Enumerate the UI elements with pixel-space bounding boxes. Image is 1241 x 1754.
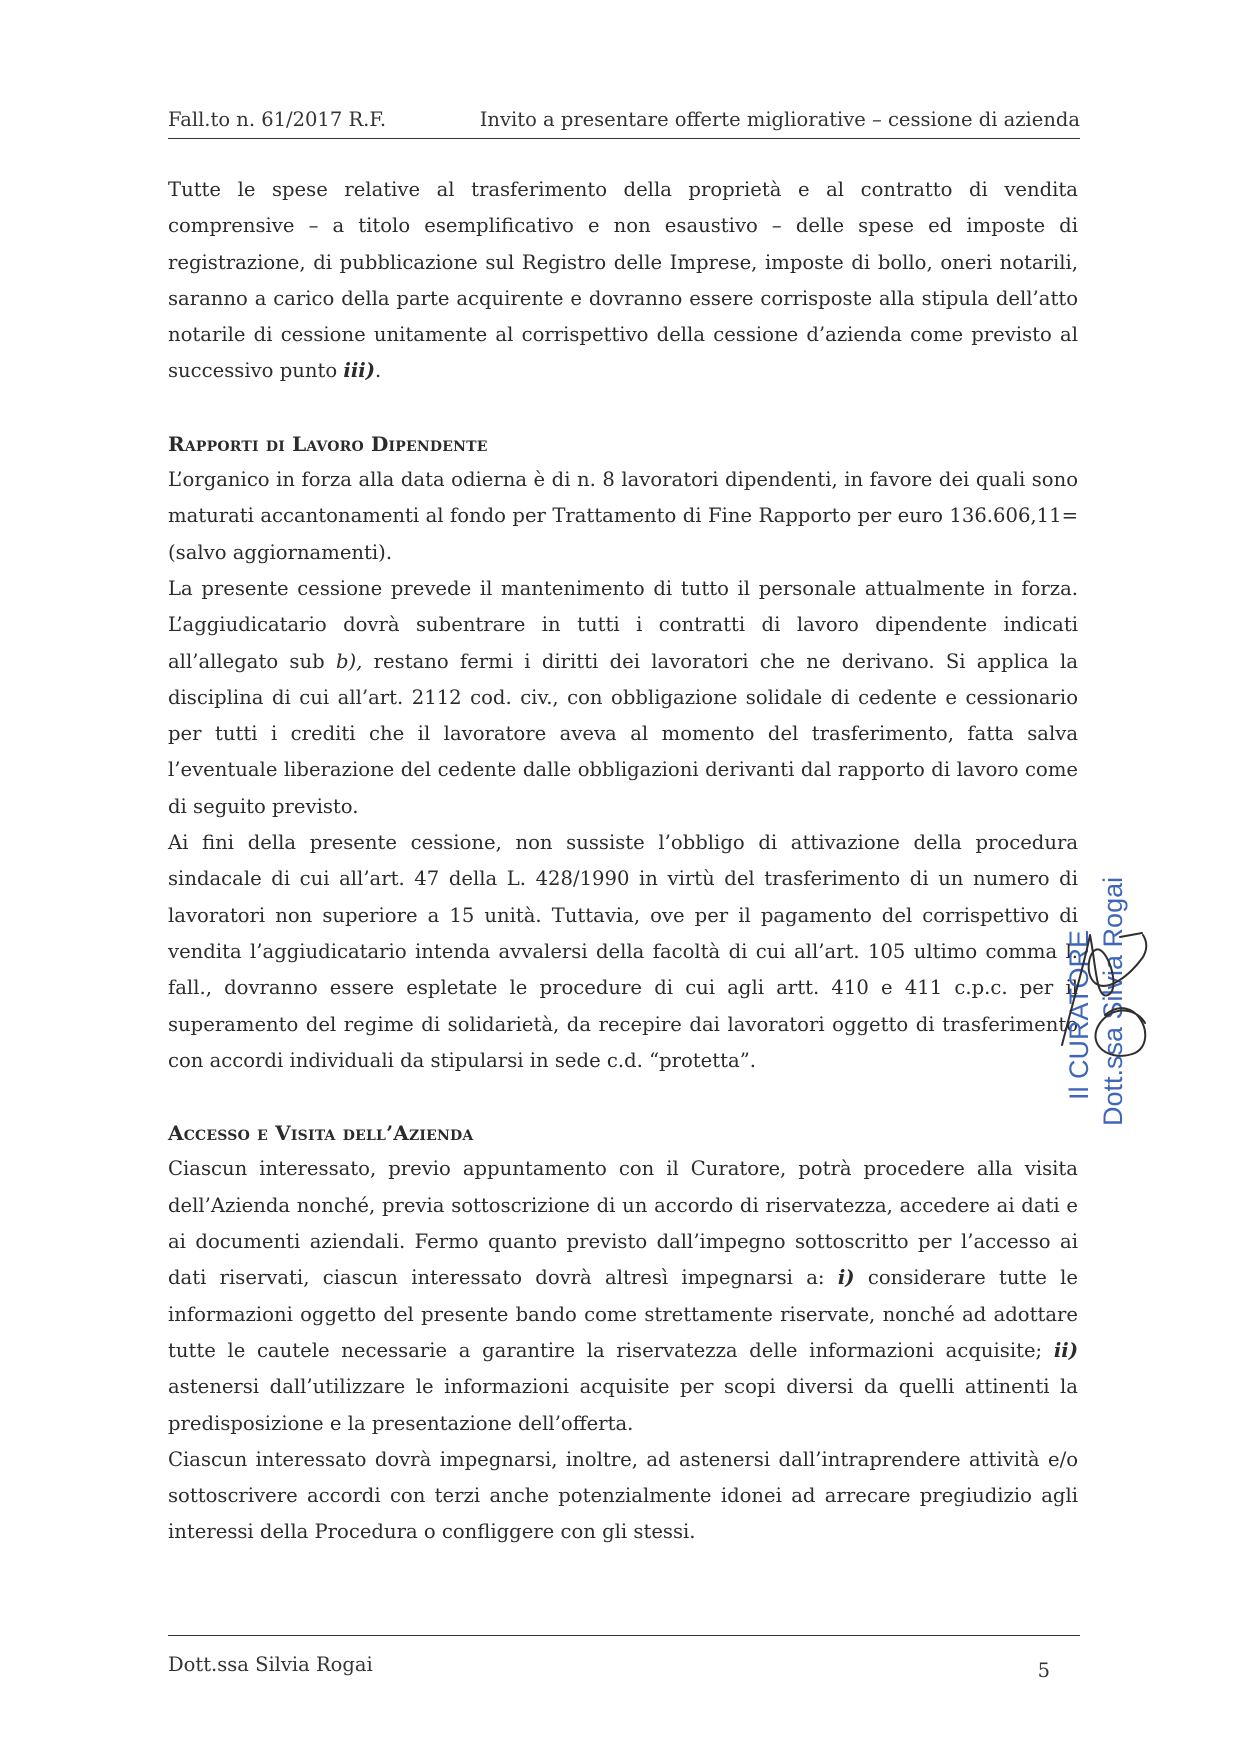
access-paragraph-1: Ciascun interessato, previo appuntamento con il Curatore, potrà procedere alla visita dell’Azienda nonché, previa sottoscrizione di un accordo di riservatezza, accedere ai dati e ai documenti aziendali. Fermo quanto previsto dall’impegno sottoscritto per l’accesso ai dati riservati, ciascun interessato dovrà altresì impegnarsi a: i) considerare tutte le informazioni oggetto del presente bando come strettamente riservate, nonché ad adottare tutte le cautele necessarie a garantire la riservatezza delle informazioni acquisite; ii) astenersi dall’utilizzare le informazioni acquisite per scopi diversi da quelli attinenti la predisposizione e la presentazione dell’offerta.: [168, 1157, 1078, 1435]
case-reference: Fall.to n. 61/2017 R.F.: [168, 108, 387, 131]
page-footer: [168, 1653, 1080, 1682]
page-number: 5: [1037, 1659, 1050, 1682]
footer-divider: [168, 1635, 1080, 1636]
section-title-access: Accesso e Visita dell’Azienda: [168, 1121, 474, 1146]
employment-paragraph-3: Ai fini della presente cessione, non sussiste l’obbligo di attivazione della procedura sindacale di cui all’art. 47 della L. 428/1990 in virtù del trasferimento di un numero di lavoratori non superiore a 15 unità. Tuttavia, ove per il pagamento del corrispettivo di vendita l’aggiudicatario intenda avvalersi della facoltà di cui all’art. 105 ultimo comma l. fall., dovranno essere espletate le procedure di cui agli artt. 410 e 411 c.p.c. per il superamento del regime di solidarietà, da recepire dai lavoratori oggetto di trasferimento con accordi individuali da stipularsi in sede c.d. “protetta”.: [168, 831, 1078, 1072]
attachment-reference: b),: [335, 649, 363, 673]
document-body: [168, 172, 1078, 1551]
list-marker-i: i): [837, 1266, 855, 1290]
point-reference: iii): [343, 359, 375, 383]
section-title-employment: Rapporti di Lavoro Dipendente: [168, 431, 488, 456]
access-paragraph-2: Ciascun interessato dovrà impegnarsi, inoltre, ad astenersi dall’intraprendere attività e/o sottoscrivere accordi con terzi anche potenzialmente idonei ad arrecare pregiudizio agli interessi della Procedura o confliggere con gli stessi.: [168, 1447, 1078, 1544]
handwritten-signature: [1050, 895, 1160, 1075]
intro-paragraph: Tutte le spese relative al trasferimento della proprietà e al contratto di vendita comprensive – a titolo esemplificativo e non esaustivo – delle spese ed imposte di registrazione, di pubblicazione sul Registro delle Imprese, imposte di bollo, oneri notarili, saranno a carico della parte acquirente e dovranno essere corrisposte alla stipula dell’atto notarile di cessione unitamente al corrispettivo della cessione d’azienda come previsto al successivo punto iii).: [168, 178, 1078, 383]
employment-paragraph-1: L’organico in forza alla data odierna è di n. 8 lavoratori dipendenti, in favore dei quali sono maturati accantonamenti al fondo per Trattamento di Fine Rapporto per euro 136.606,11= (salvo aggiornamenti).: [168, 468, 1078, 564]
stamp-name: Dott.ssa Silvia Rogai: [1098, 876, 1128, 1126]
header-divider: [168, 138, 1080, 139]
footer-author: Dott.ssa Silvia Rogai: [168, 1653, 373, 1676]
stamp-title: Il CURATORE: [1064, 929, 1094, 1100]
page-header: [168, 108, 1080, 131]
list-marker-ii: ii): [1053, 1338, 1078, 1362]
employment-paragraph-2: La presente cessione prevede il mantenimento di tutto il personale attualmente in forza. L’aggiudicatario dovrà subentrare in tutti i contratti di lavoro dipendente indicati all’allegato sub b), restano fermi i diritti dei lavoratori che ne derivano. Si applica la disciplina di cui all’art. 2112 cod. civ., con obbligazione solidale di cedente e cessionario per tutti i crediti che il lavoratore aveva al momento del trasferimento, fatta salva l’eventuale liberazione del cedente dalle obbligazioni derivanti dal rapporto di lavoro come di seguito previsto.: [168, 576, 1079, 818]
document-title: Invito a presentare offerte migliorative – cessione di azienda: [479, 108, 1080, 131]
